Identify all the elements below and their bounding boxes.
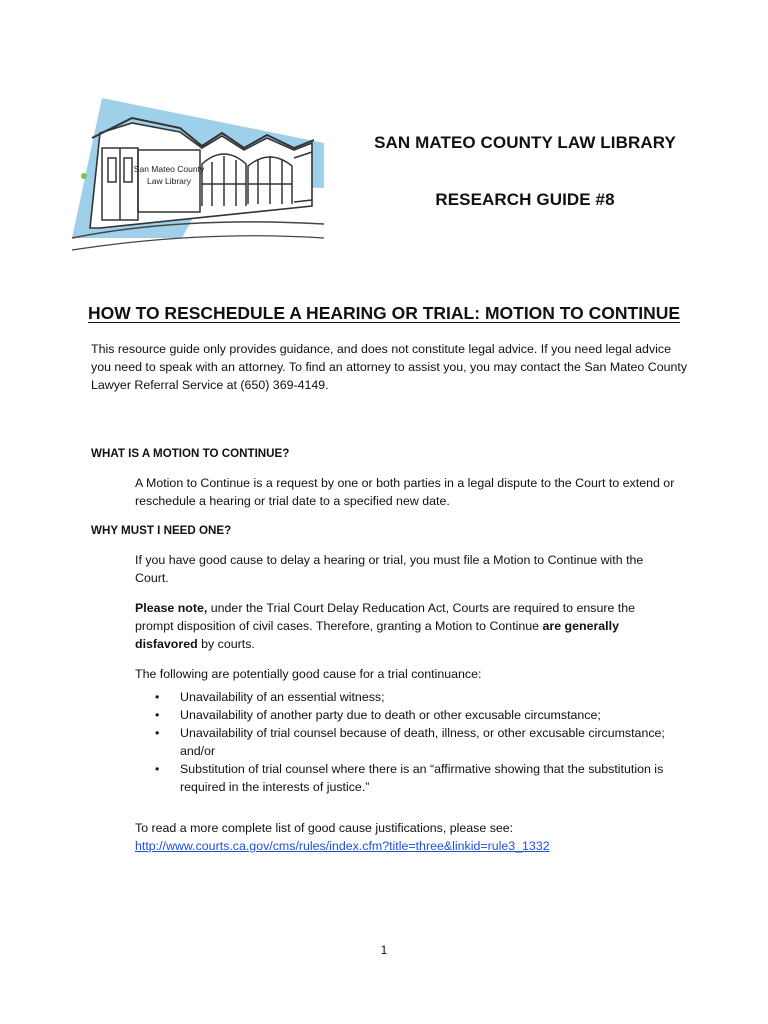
more-info-block — [135, 819, 675, 855]
note-bold-end: are generally disfavored — [135, 619, 619, 651]
good-cause-intro: The following are potentially good cause for a trial continuance: — [135, 667, 482, 681]
library-logo — [62, 88, 330, 266]
list-item: • Substitution of trial counsel where there is an “affirmative showing that the substitution is required in the interests of justice.” — [155, 762, 664, 794]
more-info-text: To read a more complete list of good cause justifications, please see: — [135, 821, 514, 835]
note-bold-start: Please note, — [135, 601, 208, 615]
good-cause-list — [152, 688, 682, 796]
list-item: • Unavailability of an essential witness; — [155, 690, 385, 704]
guide-number: RESEARCH GUIDE #8 — [435, 190, 615, 209]
note-text: under the Trial Court Delay Reducation Act, Courts are required to ensure the prompt disposition of civil cases. Therefore, granting a Motion to Continue — [135, 601, 636, 633]
library-name: SAN MATEO COUNTY LAW LIBRARY — [374, 133, 676, 152]
bullet-icon: • — [155, 762, 160, 776]
logo-sign-line2: Law Library — [147, 176, 191, 186]
rules-link[interactable]: http://www.courts.ca.gov/cms/rules/index.cfm?title=three&linkid=rule3_1332 — [135, 839, 550, 853]
bullet-icon: • — [155, 690, 160, 704]
section-heading-what: WHAT IS A MOTION TO CONTINUE? — [91, 447, 290, 460]
page-title: HOW TO RESCHEDULE A HEARING OR TRIAL: MOTION TO CONTINUE — [87, 303, 681, 323]
intro-paragraph: This resource guide only provides guidance, and does not constitute legal advice. If you need legal advice you need to speak with an attorney. To find an attorney to assist you, you may contact the San Mateo County Lawyer Referral Service at (650) 369-4149. — [91, 342, 688, 392]
page-number: 1 — [380, 943, 388, 957]
bullet-icon: • — [155, 708, 160, 722]
logo-sign-line1: San Mateo County — [133, 164, 205, 174]
why-paragraph-note — [135, 599, 675, 653]
why-paragraph-1: If you have good cause to delay a hearing or trial, you must file a Motion to Continue with the Court. — [135, 553, 644, 585]
bullet-icon: • — [155, 726, 160, 740]
list-item: • Unavailability of trial counsel because of death, illness, or other excusable circumstance; and/or — [155, 726, 665, 758]
note-tail: by courts. — [197, 637, 255, 651]
section-body-what: A Motion to Continue is a request by one or both parties in a legal dispute to the Court to extend or reschedule a hearing or trial date to a specified new date. — [135, 476, 675, 508]
section-heading-why: WHY MUST I NEED ONE? — [91, 524, 232, 537]
list-item: • Unavailability of another party due to death or other excusable circumstance; — [155, 708, 601, 722]
